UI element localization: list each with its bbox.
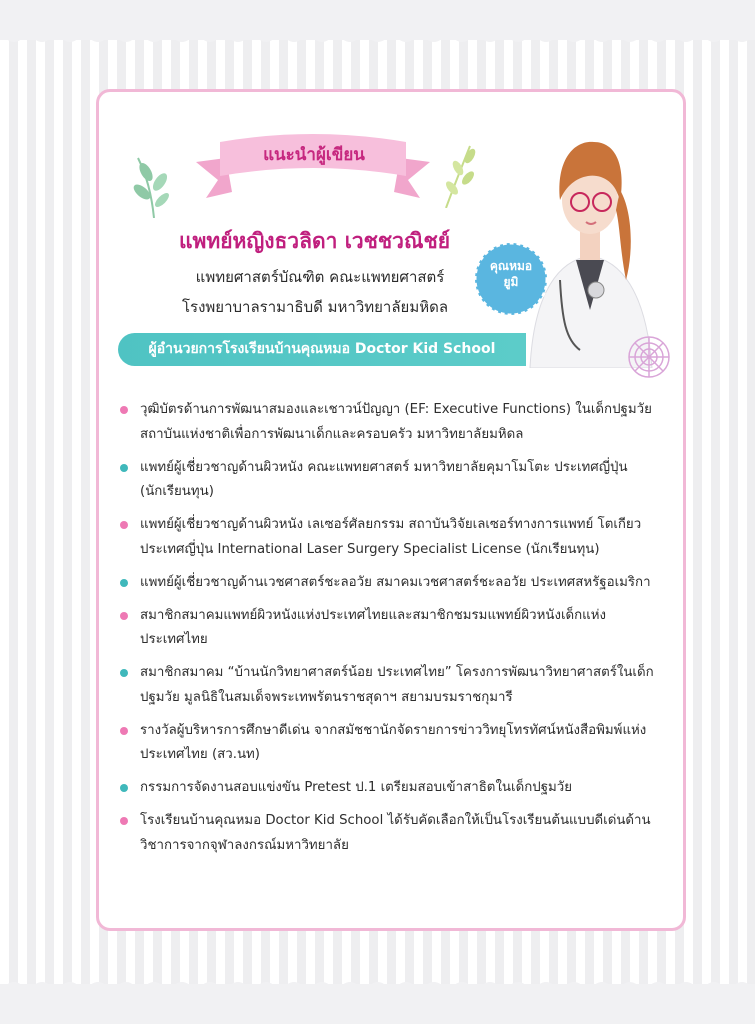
list-item-text: แพทย์ผู้เชี่ยวชาญด้านเวชศาสตร์ชะลอวัย สมาคมเวชศาสตร์ชะลอวัย ประเทศสหรัฐอเมริกา [140, 574, 651, 590]
list-item-text: วุฒิบัตรด้านการพัฒนาสมองและเชาวน์ปัญญา (EF: Executive Functions) ในเด็กปฐมวัย สถาบันแห่งชาติเพื่อการพัฒนาเด็กและครอบครัว มหาวิทยาลัยมหิดล [140, 402, 652, 442]
list-item-text: แพทย์ผู้เชี่ยวชาญด้านผิวหนัง คณะแพทยศาสตร์ มหาวิทยาลัยคุมาโมโตะ ประเทศญี่ปุ่น (นักเรียนทุน) [140, 459, 628, 499]
nickname-badge-text [476, 258, 546, 290]
list-item [118, 513, 670, 562]
author-name: แพทย์หญิงธวลิดา เวชชวณิชย์ [178, 229, 451, 253]
badge-line-2: ยูมิ [503, 275, 519, 289]
bullet-dot-icon [120, 521, 128, 529]
list-item [118, 719, 670, 768]
list-item-text: โรงเรียนบ้านคุณหมอ Doctor Kid School ได้รับคัดเลือกให้เป็นโรงเรียนต้นแบบดีเด่นด้านวิชาการจากจุฬาลงกรณ์มหาวิทยาลัย [140, 813, 651, 853]
bullet-dot-icon [120, 612, 128, 620]
bullet-dot-icon [120, 727, 128, 735]
list-item-text: สมาชิกสมาคม “บ้านนักวิทยาศาสตร์น้อย ประเทศไทย” โครงการพัฒนาวิทยาศาสตร์ในเด็กปฐมวัย มูลนิธิในสมเด็จพระเทพรัตนราชสุดาฯ สยามบรมราชกุมารี [140, 665, 654, 705]
ribbon-title: แนะนำผู้เขียน [263, 145, 365, 165]
bullet-dot-icon [120, 817, 128, 825]
leaf-sprig-icon [128, 152, 180, 218]
badge-line-1: คุณหมอ [489, 259, 533, 273]
flower-icon [625, 333, 673, 381]
list-item-text: รางวัลผู้บริหารการศึกษาดีเด่น จากสมัชชานักจัดรายการข่าววิทยุโทรทัศน์หนังสือพิมพ์แห่งประเทศไทย (สว.นท) [140, 722, 647, 762]
list-item [118, 776, 670, 801]
bullet-dot-icon [120, 579, 128, 587]
list-item [118, 398, 670, 447]
bullet-dot-icon [120, 669, 128, 677]
list-item-text: แพทย์ผู้เชี่ยวชาญด้านผิวหนัง เลเซอร์ศัลยกรรม สถาบันวิจัยเลเซอร์ทางการแพทย์ โตเกียว ประเทศญี่ปุ่น International Laser Surgery Specialist License (นักเรียนทุน) [140, 517, 642, 557]
bullet-dot-icon [120, 784, 128, 792]
scallop-edge-top [0, 32, 755, 52]
bullet-dot-icon [120, 464, 128, 472]
credential-institution: โรงพยาบาลรามาธิบดี มหาวิทยาลัยมหิดล [181, 298, 449, 316]
list-item [118, 809, 670, 858]
bullet-dot-icon [120, 406, 128, 414]
scallop-edge-bottom [0, 972, 755, 992]
director-banner: ผู้อำนวยการโรงเรียนบ้านคุณหมอ Doctor Kid School [118, 333, 526, 366]
list-item [118, 456, 670, 505]
top-scallop-border [0, 0, 755, 40]
bottom-scallop-border [0, 984, 755, 1024]
list-item [118, 661, 670, 710]
list-item-text: กรรมการจัดงานสอบแข่งขัน Pretest ป.1 เตรียมสอบเข้าสาธิตในเด็กปฐมวัย [140, 780, 573, 795]
leaf-sprig-icon [436, 142, 482, 208]
list-item [118, 571, 670, 596]
credential-degree: แพทยศาสตร์บัณฑิต คณะแพทยศาสตร์ [195, 268, 445, 286]
list-item [118, 604, 670, 653]
list-item-text: สมาชิกสมาคมแพทย์ผิวหนังแห่งประเทศไทยและสมาชิกชมรมแพทย์ผิวหนังเด็กแห่งประเทศไทย [140, 607, 607, 647]
credentials-list [118, 398, 670, 867]
